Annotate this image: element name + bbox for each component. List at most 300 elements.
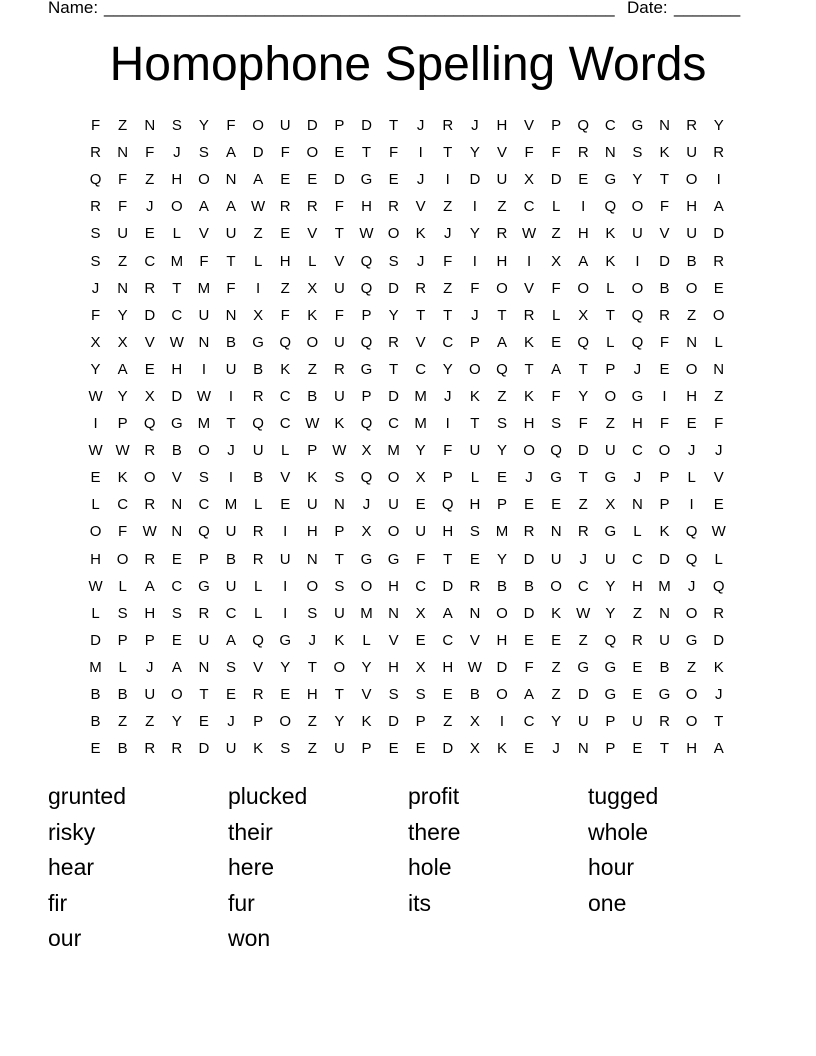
grid-letter: T	[334, 225, 344, 243]
word-bank-item: hole	[408, 854, 452, 881]
grid-letter: T	[470, 415, 480, 433]
grid-letter: O	[712, 306, 725, 324]
grid-letter: D	[388, 387, 399, 405]
grid-letter: Z	[443, 198, 453, 216]
grid-letter: R	[388, 198, 399, 216]
grid-letter: U	[388, 496, 399, 514]
grid-letter: A	[226, 631, 237, 649]
grid-letter: Q	[577, 117, 590, 135]
grid-letter: J	[444, 225, 452, 243]
grid-letter: S	[632, 144, 643, 162]
grid-letter: W	[142, 523, 157, 541]
grid-letter: Q	[360, 415, 373, 433]
grid-row	[82, 356, 732, 383]
grid-letter: L	[687, 469, 696, 487]
name-field: ______________________________________________________	[104, 0, 615, 17]
grid-letter: S	[334, 469, 345, 487]
grid-letter: U	[225, 523, 237, 541]
grid-letter: E	[632, 658, 643, 676]
grid-letter: F	[551, 387, 561, 405]
grid-letter: E	[280, 225, 291, 243]
grid-letter: S	[171, 604, 182, 622]
grid-letter: U	[333, 604, 345, 622]
grid-letter: K	[659, 523, 670, 541]
grid-letter: R	[659, 713, 670, 731]
grid-letter: T	[334, 686, 344, 704]
grid-letter: O	[198, 442, 210, 460]
word-bank-item: fur	[228, 889, 255, 916]
grid-letter: R	[144, 279, 156, 297]
grid-letter: G	[604, 469, 617, 487]
grid-letter: O	[496, 686, 508, 704]
grid-letter: U	[252, 442, 264, 460]
grid-letter: H	[90, 550, 101, 568]
grid-letter: U	[225, 360, 237, 378]
grid-letter: X	[415, 469, 426, 487]
grid-letter: R	[198, 604, 210, 622]
grid-letter: Z	[497, 198, 507, 216]
word-bank-item: here	[228, 854, 275, 881]
grid-letter: Y	[117, 387, 128, 405]
grid-letter: G	[577, 658, 590, 676]
word-bank-item: hour	[588, 854, 635, 881]
grid-letter: O	[170, 198, 183, 216]
grid-letter: V	[198, 225, 209, 243]
grid-letter: U	[632, 225, 643, 243]
grid-letter: N	[604, 144, 616, 162]
grid-letter: B	[307, 387, 318, 405]
grid-letter: P	[496, 496, 507, 514]
grid-letter: E	[90, 740, 101, 758]
grid-letter: Z	[551, 686, 561, 704]
grid-letter: A	[551, 360, 562, 378]
grid-row	[82, 681, 732, 708]
grid-letter: P	[117, 631, 128, 649]
grid-letter: X	[415, 658, 426, 676]
grid-letter: I	[526, 252, 532, 270]
grid-letter: K	[334, 631, 345, 649]
grid-letter: U	[496, 171, 508, 189]
grid-letter: J	[416, 171, 425, 189]
grid-letter: S	[388, 252, 399, 270]
grid-letter: O	[685, 360, 698, 378]
grid-letter: I	[716, 171, 721, 189]
grid-letter: Q	[631, 306, 644, 324]
grid-letter: A	[253, 171, 264, 189]
grid-letter: J	[308, 631, 317, 649]
grid-letter: I	[93, 415, 98, 433]
grid-letter: U	[198, 306, 210, 324]
grid-letter: X	[361, 442, 372, 460]
grid-letter: Q	[441, 496, 454, 514]
grid-letter: B	[253, 360, 264, 378]
grid-letter: D	[659, 550, 670, 568]
grid-letter: U	[686, 225, 698, 243]
grid-letter: F	[145, 144, 155, 162]
grid-letter: X	[90, 333, 101, 351]
grid-letter: R	[415, 279, 427, 297]
grid-letter: Q	[360, 279, 373, 297]
grid-letter: B	[226, 333, 237, 351]
grid-letter: E	[280, 171, 291, 189]
grid-letter: E	[551, 333, 562, 351]
grid-letter: Z	[687, 658, 697, 676]
grid-letter: H	[686, 740, 698, 758]
grid-letter: H	[442, 658, 454, 676]
grid-letter: O	[604, 387, 617, 405]
grid-row	[82, 437, 732, 464]
grid-letter: N	[117, 144, 129, 162]
grid-letter: V	[469, 631, 480, 649]
grid-letter: L	[606, 279, 615, 297]
grid-letter: W	[332, 442, 347, 460]
grid-letter: J	[687, 577, 696, 595]
grid-letter: E	[469, 550, 480, 568]
grid-letter: Y	[334, 713, 345, 731]
grid-letter: Z	[307, 713, 317, 731]
grid-letter: H	[577, 225, 589, 243]
grid-letter: R	[523, 523, 535, 541]
grid-letter: G	[198, 577, 210, 595]
grid-letter: T	[361, 144, 372, 162]
grid-letter: G	[387, 550, 400, 568]
grid-letter: K	[713, 658, 724, 676]
grid-letter: M	[360, 604, 373, 622]
grid-letter: S	[307, 604, 318, 622]
grid-letter: X	[144, 387, 155, 405]
grid-letter: F	[524, 144, 534, 162]
grid-letter: X	[307, 279, 318, 297]
word-bank-item: its	[408, 889, 431, 916]
grid-letter: O	[387, 225, 400, 243]
grid-letter: K	[307, 469, 318, 487]
grid-letter: B	[496, 577, 507, 595]
grid-letter: Z	[687, 306, 697, 324]
grid-letter: C	[632, 442, 643, 460]
grid-letter: R	[442, 117, 454, 135]
grid-letter: I	[635, 252, 640, 270]
grid-row	[82, 627, 732, 654]
grid-letter: K	[415, 225, 426, 243]
grid-letter: E	[632, 740, 643, 758]
grid-letter: N	[686, 333, 698, 351]
grid-letter: O	[685, 713, 698, 731]
grid-letter: E	[280, 686, 291, 704]
grid-row	[82, 491, 732, 518]
grid-letter: I	[445, 415, 450, 433]
grid-letter: O	[279, 713, 292, 731]
grid-letter: C	[279, 387, 291, 405]
grid-letter: R	[144, 550, 156, 568]
grid-letter: N	[333, 496, 345, 514]
grid-letter: S	[415, 686, 426, 704]
grid-letter: C	[388, 415, 399, 433]
grid-letter: E	[713, 496, 724, 514]
grid-letter: V	[388, 631, 399, 649]
grid-letter: A	[578, 252, 589, 270]
grid-letter: F	[388, 144, 399, 162]
grid-letter: N	[550, 523, 562, 541]
grid-letter: H	[523, 415, 535, 433]
grid-letter: P	[198, 550, 209, 568]
grid-row	[82, 275, 732, 302]
grid-letter: V	[361, 686, 372, 704]
word-bank-item: fir	[48, 889, 68, 916]
word-bank-item: there	[408, 818, 461, 845]
grid-letter: J	[471, 117, 479, 135]
grid-letter: J	[471, 306, 479, 324]
grid-letter: W	[521, 225, 537, 243]
grid-letter: L	[714, 333, 723, 351]
grid-letter: S	[198, 144, 209, 162]
grid-letter: Y	[551, 713, 562, 731]
word-bank-item: one	[588, 889, 627, 916]
grid-letter: Q	[360, 252, 373, 270]
grid-letter: O	[685, 686, 698, 704]
grid-letter: N	[577, 740, 589, 758]
grid-letter: T	[443, 550, 453, 568]
grid-letter: S	[551, 415, 562, 433]
grid-row	[82, 139, 732, 166]
grid-letter: K	[469, 387, 480, 405]
grid-letter: L	[470, 469, 480, 487]
grid-letter: L	[118, 658, 127, 676]
grid-letter: H	[496, 631, 508, 649]
grid-letter: F	[551, 279, 561, 297]
grid-letter: D	[388, 713, 399, 731]
grid-letter: X	[524, 171, 535, 189]
grid-letter: L	[118, 577, 127, 595]
word-bank-item: whole	[588, 818, 649, 845]
grid-letter: A	[198, 198, 209, 216]
grid-letter: T	[226, 415, 236, 433]
grid-letter: D	[659, 252, 670, 270]
grid-letter: Y	[171, 713, 182, 731]
grid-letter: B	[659, 658, 670, 676]
grid-letter: Z	[605, 415, 615, 433]
grid-letter: B	[90, 713, 101, 731]
grid-letter: U	[333, 333, 345, 351]
grid-letter: H	[686, 198, 698, 216]
grid-letter: I	[283, 577, 288, 595]
grid-letter: O	[306, 577, 319, 595]
grid-letter: A	[226, 198, 237, 216]
word-bank-item: their	[228, 818, 273, 845]
grid-letter: F	[90, 306, 101, 324]
grid-letter: U	[225, 740, 237, 758]
word-bank-item: our	[48, 925, 82, 952]
grid-letter: F	[226, 279, 236, 297]
grid-letter: Z	[714, 387, 724, 405]
grid-letter: Q	[604, 198, 617, 216]
grid-letter: Q	[577, 333, 590, 351]
grid-letter: X	[551, 252, 562, 270]
grid-letter: J	[552, 740, 560, 758]
grid-letter: E	[713, 279, 724, 297]
grid-letter: M	[170, 252, 184, 270]
grid-letter: A	[171, 658, 182, 676]
grid-letter: M	[224, 496, 238, 514]
grid-letter: G	[631, 387, 644, 405]
grid-letter: Z	[578, 496, 588, 514]
grid-letter: D	[523, 550, 535, 568]
grid-letter: U	[632, 713, 643, 731]
grid-letter: S	[171, 117, 182, 135]
grid-letter: O	[333, 658, 346, 676]
grid-letter: W	[196, 387, 211, 405]
grid-letter: X	[605, 496, 616, 514]
grid-row	[82, 735, 732, 762]
grid-letter: W	[305, 415, 320, 433]
grid-letter: Z	[118, 252, 128, 270]
grid-letter: L	[606, 333, 615, 351]
grid-letter: W	[251, 198, 266, 216]
grid-letter: G	[360, 550, 373, 568]
grid-letter: H	[632, 415, 643, 433]
grid-letter: C	[577, 577, 589, 595]
grid-letter: R	[144, 496, 156, 514]
grid-letter: T	[307, 658, 317, 676]
grid-letter: E	[144, 360, 155, 378]
grid-letter: E	[551, 496, 562, 514]
grid-letter: P	[605, 360, 616, 378]
grid-letter: I	[445, 171, 450, 189]
grid-letter: T	[199, 686, 209, 704]
grid-letter: E	[90, 469, 101, 487]
grid-letter: L	[551, 306, 561, 324]
grid-letter: E	[144, 225, 155, 243]
grid-letter: B	[226, 550, 237, 568]
grid-letter: O	[306, 333, 319, 351]
grid-letter: Q	[198, 523, 210, 541]
grid-letter: F	[118, 171, 128, 189]
grid-letter: R	[171, 740, 183, 758]
grid-letter: M	[89, 658, 102, 676]
grid-letter: R	[496, 225, 508, 243]
grid-letter: J	[714, 442, 723, 460]
grid-letter: E	[280, 496, 291, 514]
grid-letter: I	[256, 279, 261, 297]
grid-letter: O	[89, 523, 102, 541]
grid-letter: O	[387, 469, 400, 487]
grid-letter: S	[90, 252, 101, 270]
grid-letter: U	[144, 686, 156, 704]
grid-letter: Y	[713, 117, 724, 135]
grid-letter: L	[91, 604, 100, 622]
grid-letter: F	[334, 198, 344, 216]
grid-letter: U	[333, 740, 345, 758]
grid-letter: J	[579, 550, 587, 568]
grid-letter: R	[252, 550, 264, 568]
grid-letter: V	[253, 658, 264, 676]
grid-letter: S	[198, 469, 209, 487]
grid-row	[82, 383, 732, 410]
grid-letter: N	[469, 604, 481, 622]
grid-letter: F	[118, 198, 128, 216]
grid-letter: I	[228, 387, 234, 405]
grid-letter: B	[469, 686, 480, 704]
grid-letter: F	[659, 333, 670, 351]
grid-letter: H	[144, 604, 156, 622]
grid-letter: W	[711, 523, 726, 541]
grid-letter: T	[605, 306, 615, 324]
grid-letter: O	[143, 469, 156, 487]
grid-letter: O	[685, 604, 698, 622]
grid-letter: D	[361, 117, 372, 135]
grid-letter: G	[631, 117, 644, 135]
grid-letter: D	[333, 171, 345, 189]
grid-letter: Y	[361, 658, 372, 676]
grid-letter: S	[280, 740, 291, 758]
grid-letter: K	[253, 740, 264, 758]
grid-letter: P	[361, 740, 372, 758]
grid-letter: O	[116, 550, 129, 568]
grid-letter: O	[577, 279, 590, 297]
grid-letter: H	[171, 171, 183, 189]
grid-letter: H	[279, 252, 291, 270]
grid-letter: N	[198, 333, 210, 351]
grid-letter: W	[88, 442, 103, 460]
grid-letter: T	[172, 279, 182, 297]
grid-letter: E	[578, 171, 589, 189]
grid-letter: G	[360, 360, 373, 378]
grid-letter: U	[659, 631, 670, 649]
grid-letter: T	[334, 550, 344, 568]
grid-letter: H	[306, 686, 318, 704]
grid-row	[82, 220, 732, 247]
grid-letter: P	[307, 442, 318, 460]
grid-letter: L	[253, 604, 263, 622]
grid-letter: D	[306, 117, 318, 135]
grid-row	[82, 247, 732, 274]
grid-letter: R	[333, 360, 345, 378]
grid-letter: S	[117, 604, 128, 622]
grid-letter: J	[227, 713, 235, 731]
grid-letter: U	[225, 225, 237, 243]
grid-letter: E	[171, 631, 182, 649]
word-bank-item: profit	[408, 783, 460, 809]
grid-letter: D	[577, 686, 589, 704]
grid-letter: W	[576, 604, 591, 622]
grid-letter: G	[658, 686, 671, 704]
page-title: Homophone Spelling Words	[109, 38, 707, 91]
grid-letter: F	[118, 523, 128, 541]
grid-letter: O	[170, 686, 183, 704]
grid-letter: K	[334, 415, 345, 433]
grid-letter: V	[280, 469, 291, 487]
grid-letter: W	[467, 658, 482, 676]
grid-letter: R	[713, 144, 725, 162]
grid-letter: J	[173, 144, 181, 162]
grid-letter: O	[658, 442, 671, 460]
grid-letter: J	[525, 469, 533, 487]
grid-letter: F	[659, 198, 670, 216]
grid-letter: G	[604, 523, 617, 541]
grid-letter: H	[496, 117, 508, 135]
grid-letter: D	[442, 740, 454, 758]
grid-letter: E	[632, 686, 643, 704]
grid-letter: T	[659, 740, 670, 758]
grid-letter: J	[633, 360, 642, 378]
grid-letter: N	[171, 523, 183, 541]
grid-letter: V	[307, 225, 318, 243]
grid-letter: X	[361, 523, 372, 541]
grid-letter: Y	[90, 360, 101, 378]
grid-letter: R	[90, 198, 101, 216]
grid-letter: I	[283, 523, 288, 541]
grid-letter: S	[496, 415, 507, 433]
grid-letter: B	[253, 469, 264, 487]
